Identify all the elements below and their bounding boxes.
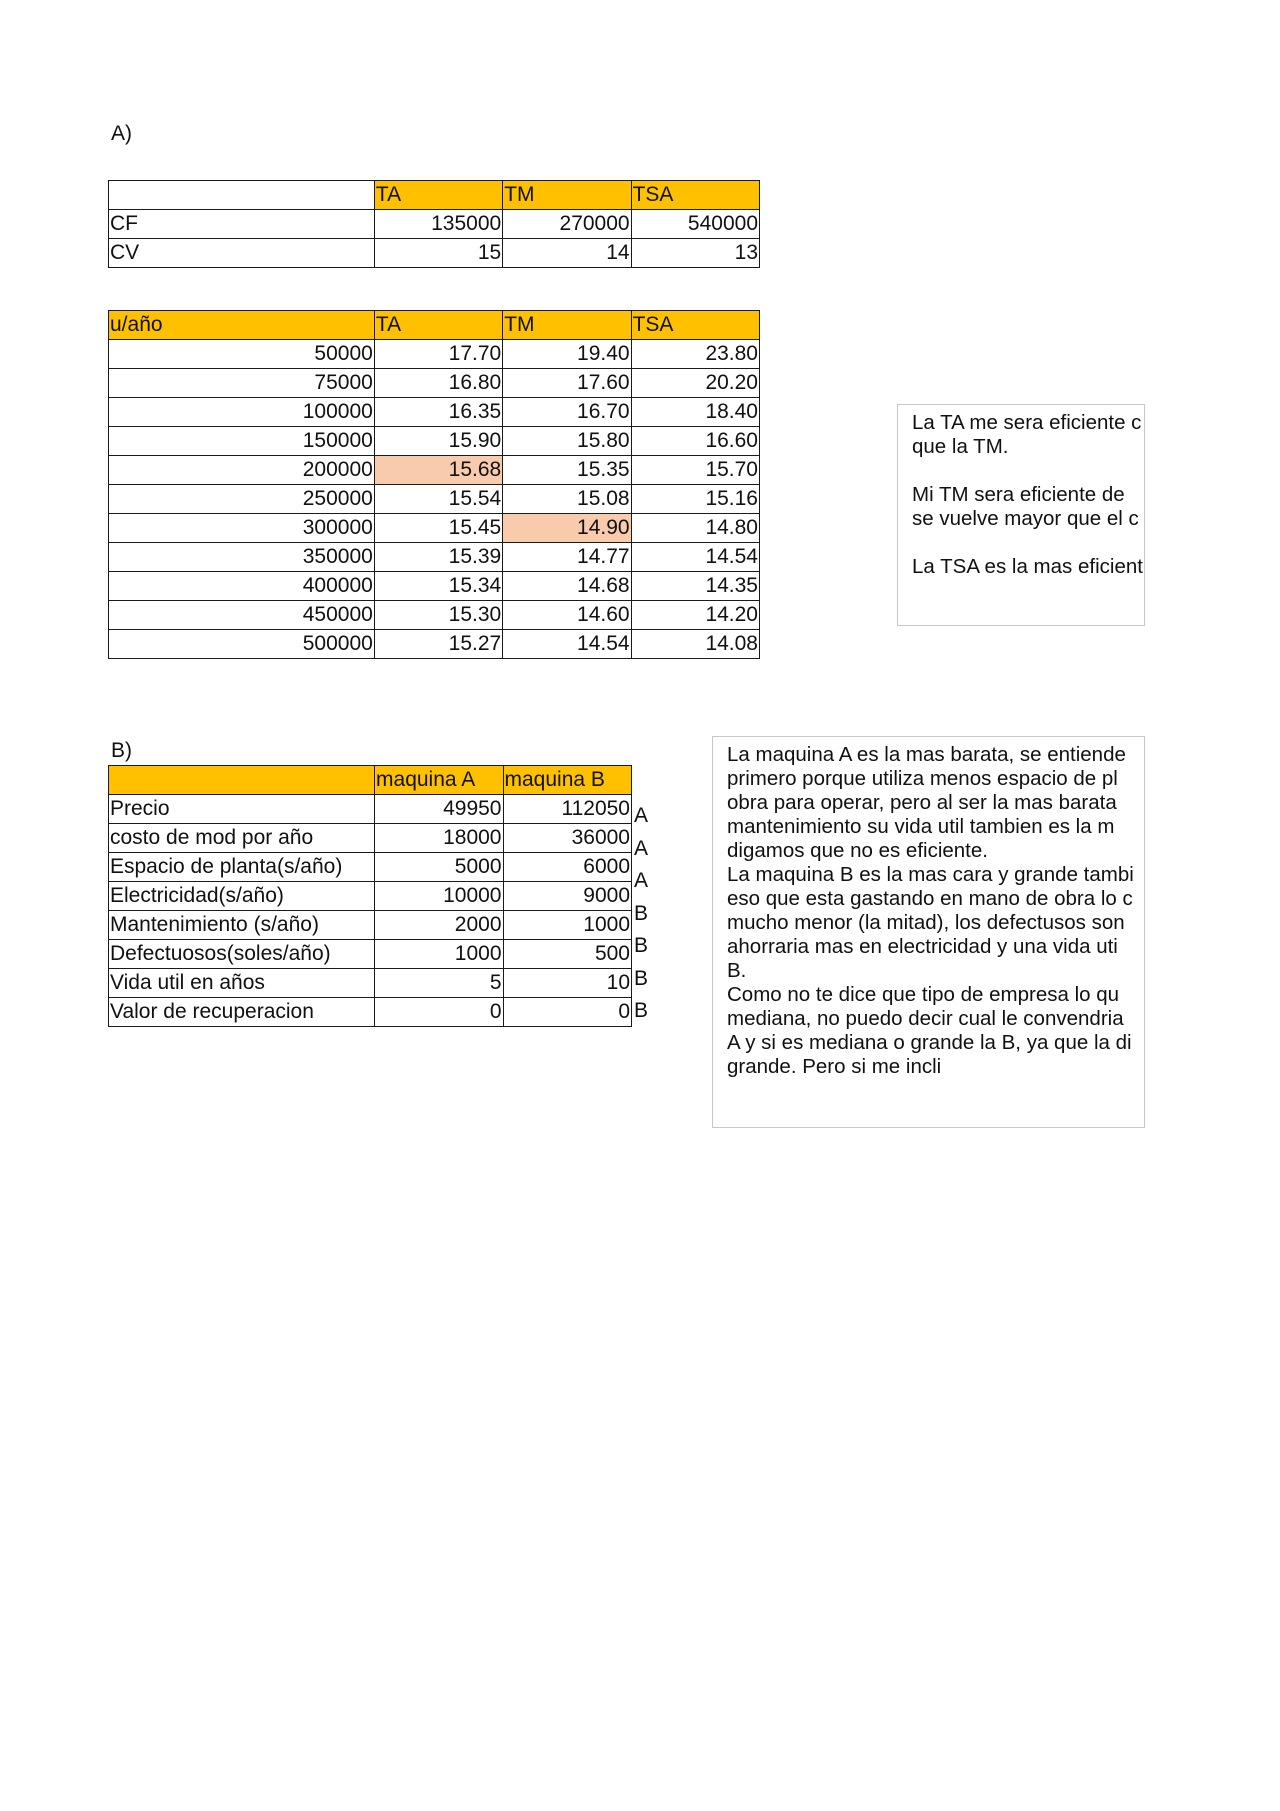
value-cell[interactable]: 135000: [374, 210, 502, 239]
note-line: mucho menor (la mitad), los defectusos son: [727, 911, 1125, 934]
winner-flag[interactable]: A: [634, 804, 649, 827]
value-cell[interactable]: 36000: [503, 824, 632, 853]
note-line: [912, 531, 1144, 555]
unit-cost-cell[interactable]: 23.80: [631, 340, 759, 369]
header-cell[interactable]: TM: [503, 181, 631, 210]
note-line: ahorraria mas en electricidad y una vida uti: [727, 935, 1118, 958]
unit-cost-cell[interactable]: 14.68: [503, 572, 631, 601]
unit-cost-cell[interactable]: 15.90: [374, 427, 502, 456]
note-line: La TA me sera eficiente c: [912, 411, 1142, 434]
table-row: [109, 998, 632, 1027]
table-row: [109, 911, 632, 940]
unit-cost-cell[interactable]: 16.60: [631, 427, 759, 456]
unit-cost-cell[interactable]: 18.40: [631, 398, 759, 427]
note-line: [912, 459, 1144, 483]
note-line: mantenimiento su vida util tambien es la m: [727, 815, 1115, 838]
value-cell[interactable]: 14: [503, 239, 631, 268]
winner-flag[interactable]: B: [634, 999, 649, 1022]
note-line: A y si es mediana o grande la B, ya que la di: [727, 1031, 1132, 1054]
volume-cell[interactable]: 500000: [109, 630, 375, 659]
winner-flag[interactable]: B: [634, 901, 649, 925]
value-cell[interactable]: 1000: [503, 911, 632, 940]
unit-cost-cell[interactable]: 14.35: [631, 572, 759, 601]
machine-comparison-table: [108, 765, 632, 1027]
table-row: [109, 369, 760, 398]
note-line: que la TM.: [912, 435, 1009, 458]
unit-cost-cell[interactable]: 14.80: [631, 514, 759, 543]
row-label-cell[interactable]: CV: [109, 239, 375, 268]
winner-flag[interactable]: A: [634, 869, 649, 892]
volume-cell[interactable]: 50000: [109, 340, 375, 369]
header-cell[interactable]: TA: [374, 311, 502, 340]
note-line: se vuelve mayor que el c: [912, 507, 1139, 530]
table-row: [109, 543, 760, 572]
table-row: [109, 969, 632, 998]
table-row: [109, 398, 760, 427]
unit-cost-cell[interactable]: 15.45: [374, 514, 502, 543]
table-header-row: [109, 766, 632, 795]
value-cell[interactable]: 6000: [503, 853, 632, 882]
header-cell[interactable]: maquina B: [503, 766, 632, 795]
table-row: [109, 239, 760, 268]
row-label-cell[interactable]: CF: [109, 210, 375, 239]
table-row: [109, 514, 760, 543]
note-line: digamos que no es eficiente.: [727, 839, 988, 862]
row-label-cell[interactable]: Valor de recuperacion: [109, 998, 375, 1027]
unit-cost-cell[interactable]: 15.35: [503, 456, 631, 485]
value-cell[interactable]: 0: [503, 998, 632, 1027]
unit-cost-cell[interactable]: 15.16: [631, 485, 759, 514]
header-cell[interactable]: u/año: [109, 311, 375, 340]
volume-cell[interactable]: 350000: [109, 543, 375, 572]
fixed-variable-cost-table: [108, 180, 760, 268]
value-cell[interactable]: 5: [375, 969, 503, 998]
table-row: [109, 340, 760, 369]
unit-cost-cell[interactable]: 15.39: [374, 543, 502, 572]
header-cell[interactable]: TA: [374, 181, 502, 210]
unit-cost-cell[interactable]: 14.54: [503, 630, 631, 659]
table-row: [109, 882, 632, 911]
value-cell[interactable]: 2000: [375, 911, 503, 940]
unit-cost-cell[interactable]: 15.68: [374, 456, 502, 485]
unit-cost-cell[interactable]: 15.70: [631, 456, 759, 485]
table-row: [109, 456, 760, 485]
table-row: [109, 601, 760, 630]
unit-cost-cell[interactable]: 15.27: [374, 630, 502, 659]
volume-cell[interactable]: 75000: [109, 369, 375, 398]
volume-cell[interactable]: 200000: [109, 456, 375, 485]
value-cell[interactable]: 500: [503, 940, 632, 969]
header-cell[interactable]: TSA: [631, 311, 759, 340]
row-label-cell[interactable]: Defectuosos(soles/año): [109, 940, 375, 969]
winner-flag[interactable]: B: [634, 934, 649, 957]
unit-cost-cell[interactable]: 14.90: [503, 514, 631, 543]
value-cell[interactable]: 49950: [375, 795, 503, 824]
table-row: [109, 853, 632, 882]
row-label-cell[interactable]: Mantenimiento (s/año): [109, 911, 375, 940]
note-line: obra para operar, pero al ser la mas barata: [727, 791, 1117, 814]
winner-flag[interactable]: A: [634, 836, 649, 860]
value-cell[interactable]: 1000: [375, 940, 503, 969]
unit-cost-cell[interactable]: 14.54: [631, 543, 759, 572]
analysis-note-b[interactable]: [712, 736, 1145, 1128]
table-row: [109, 795, 632, 824]
header-cell[interactable]: [109, 181, 375, 210]
note-line: eso que esta gastando en mano de obra lo c: [727, 887, 1133, 910]
unit-cost-cell[interactable]: 15.30: [374, 601, 502, 630]
table-row: [109, 824, 632, 853]
row-label-cell[interactable]: costo de mod por año: [109, 824, 375, 853]
unit-cost-cell[interactable]: 17.70: [374, 340, 502, 369]
note-line: Como no te dice que tipo de empresa lo qu: [727, 983, 1120, 1006]
unit-cost-cell[interactable]: 14.60: [503, 601, 631, 630]
note-line: La TSA es la mas eficient: [912, 555, 1143, 578]
volume-cell[interactable]: 150000: [109, 427, 375, 456]
value-cell[interactable]: 10: [503, 969, 632, 998]
table-header-row: [109, 311, 760, 340]
row-label-cell[interactable]: Electricidad(s/año): [109, 882, 375, 911]
winner-column: [634, 800, 664, 1060]
table-row: [109, 485, 760, 514]
value-cell[interactable]: 5000: [375, 853, 503, 882]
table-row: [109, 427, 760, 456]
winner-flag[interactable]: B: [634, 966, 649, 990]
value-cell[interactable]: 9000: [503, 882, 632, 911]
note-line: La maquina B es la mas cara y grande tambi: [727, 863, 1134, 886]
value-cell[interactable]: 0: [375, 998, 503, 1027]
unit-cost-cell[interactable]: 19.40: [503, 340, 631, 369]
analysis-note-a[interactable]: [897, 404, 1145, 626]
section-b-label: B): [111, 739, 132, 762]
header-cell[interactable]: maquina A: [375, 766, 503, 795]
unit-cost-cell[interactable]: 17.60: [503, 369, 631, 398]
note-line: grande. Pero si me incli: [727, 1055, 942, 1078]
note-line: La maquina A es la mas barata, se entiende: [727, 743, 1126, 766]
value-cell[interactable]: 270000: [503, 210, 631, 239]
unit-cost-table: [108, 310, 760, 659]
value-cell[interactable]: 10000: [375, 882, 503, 911]
value-cell[interactable]: 112050: [503, 795, 632, 824]
table-row: [109, 210, 760, 239]
value-cell[interactable]: 18000: [375, 824, 503, 853]
note-line: mediana, no puedo decir cual le convendria: [727, 1007, 1124, 1030]
note-line: Mi TM sera eficiente de: [912, 483, 1125, 506]
unit-cost-cell[interactable]: 15.54: [374, 485, 502, 514]
volume-cell[interactable]: 250000: [109, 485, 375, 514]
unit-cost-cell[interactable]: 14.77: [503, 543, 631, 572]
volume-cell[interactable]: 450000: [109, 601, 375, 630]
winner-flag[interactable]: [634, 1028, 664, 1061]
unit-cost-cell[interactable]: 20.20: [631, 369, 759, 398]
value-cell[interactable]: 15: [374, 239, 502, 268]
row-label-cell[interactable]: Vida util en años: [109, 969, 375, 998]
note-line: B.: [727, 959, 747, 982]
table-header-row: [109, 181, 760, 210]
section-a-label: A): [111, 122, 132, 145]
volume-cell[interactable]: 100000: [109, 398, 375, 427]
table-row: [109, 630, 760, 659]
table-row: [109, 572, 760, 601]
unit-cost-cell[interactable]: 15.80: [503, 427, 631, 456]
unit-cost-cell[interactable]: 15.34: [374, 572, 502, 601]
unit-cost-cell[interactable]: 14.20: [631, 601, 759, 630]
row-label-cell[interactable]: Precio: [109, 795, 375, 824]
unit-cost-cell[interactable]: 16.70: [503, 398, 631, 427]
unit-cost-cell[interactable]: 16.80: [374, 369, 502, 398]
table-row: [109, 940, 632, 969]
header-cell[interactable]: TM: [503, 311, 631, 340]
note-line: primero porque utiliza menos espacio de pl: [727, 767, 1118, 790]
value-cell[interactable]: 13: [631, 239, 759, 268]
header-cell[interactable]: [109, 766, 375, 795]
volume-cell[interactable]: 300000: [109, 514, 375, 543]
unit-cost-cell[interactable]: 16.35: [374, 398, 502, 427]
row-label-cell[interactable]: Espacio de planta(s/año): [109, 853, 375, 882]
value-cell[interactable]: 540000: [631, 210, 759, 239]
volume-cell[interactable]: 400000: [109, 572, 375, 601]
unit-cost-cell[interactable]: 14.08: [631, 630, 759, 659]
header-cell[interactable]: TSA: [631, 181, 759, 210]
unit-cost-cell[interactable]: 15.08: [503, 485, 631, 514]
